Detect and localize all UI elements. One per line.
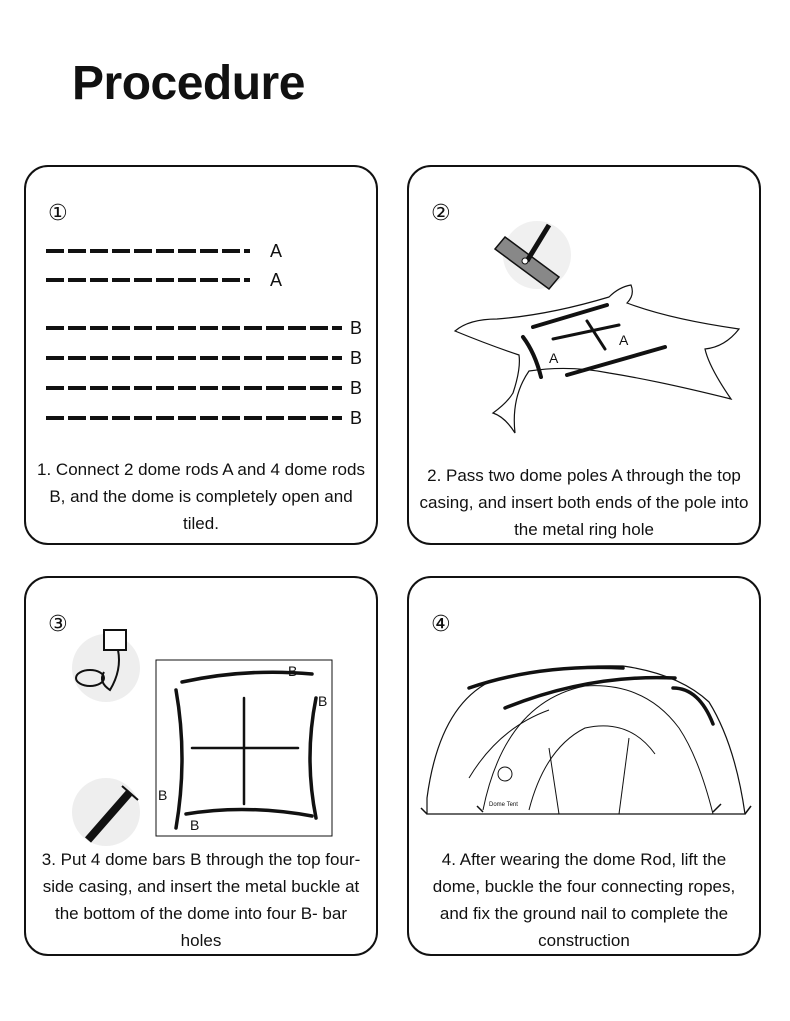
brand-logo-icon: [498, 767, 512, 781]
step-4-number: ④: [431, 612, 451, 637]
step-1-card: [24, 165, 378, 545]
pole-label-a-1: A: [549, 350, 559, 366]
bar-label-b-2: B: [318, 693, 328, 709]
step-1-number: ①: [48, 201, 68, 226]
step-2-number: ②: [431, 201, 451, 226]
step-3-number: ③: [48, 612, 68, 637]
step-2-card: [407, 165, 761, 545]
rod-label-b-2: B: [350, 348, 363, 368]
bar-label-b-1: B: [288, 663, 298, 679]
dome-body-outline: [427, 666, 745, 814]
step-4-description: 4. After wearing the dome Rod, lift the dome, buckle the four connecting ropes, and fix the ground nail to complete the construction: [432, 850, 736, 950]
rod-label-a-1: A: [270, 241, 283, 261]
bar-label-b-4: B: [190, 817, 200, 833]
rod-label-b-4: B: [350, 408, 363, 428]
step-3-card: [24, 576, 378, 956]
bar-insert-detail-icon: [72, 778, 140, 846]
pole-label-a-2: A: [619, 332, 629, 348]
step-2-description: 2. Pass two dome poles A through the top casing, and insert both ends of the pole into the metal ring hole: [419, 466, 749, 539]
page-title: Procedure: [72, 57, 305, 110]
step-3-description: 3. Put 4 dome bars B through the top four-side casing, and insert the metal buckle at the bottom of the dome into four B- bar holes: [41, 850, 361, 950]
rod-label-b-3: B: [350, 378, 363, 398]
rod-label-b-1: B: [350, 318, 363, 338]
bar-label-b-3: B: [158, 787, 168, 803]
tent-brand-label: Dome Tent: [489, 802, 518, 808]
step-4-card: [407, 576, 761, 956]
rod-label-a-2: A: [270, 270, 283, 290]
step-1-description: 1. Connect 2 dome rods A and 4 dome rods B, and the dome is completely open and tiled.: [37, 460, 365, 533]
